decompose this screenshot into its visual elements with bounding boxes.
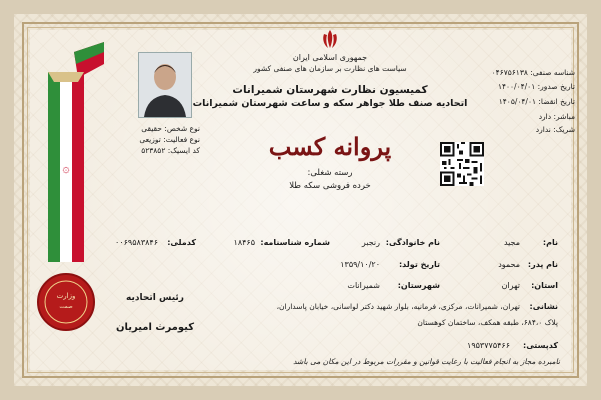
isic-code: کد ایسیک: ۵۲۳۸۵۲ [141, 146, 200, 155]
page-title: پروانه کسب [268, 132, 392, 161]
province-value: تهران [501, 281, 520, 290]
person-type: نوع شخص: حقیقی [141, 124, 200, 133]
svg-text:صمت: صمت [59, 304, 73, 310]
guild-id: شناسه صنفی: ۰۴۶۷۵۶۱۳۸ [491, 68, 575, 77]
address-label: نشانی: [529, 302, 558, 311]
issue-date: تاریخ صدور: ۱۴۰۰/۰۴/۰۱ [497, 82, 575, 91]
name-label: نام: [542, 238, 558, 247]
svg-text:وزارت: وزارت [56, 292, 76, 300]
birth-date-value: ۱۳۵۹/۱۰/۲۰ [340, 260, 380, 269]
birth-date-label: تاریخ تولد: [398, 260, 440, 269]
signature-role: رئیس اتحادیه [126, 293, 184, 303]
flag-ribbon-icon [34, 42, 104, 362]
iran-emblem-icon [318, 28, 342, 52]
national-id-label: کدملی: [167, 238, 196, 247]
name-value: مجید [503, 238, 520, 247]
qr-code-icon [440, 142, 484, 186]
person-photo-icon [139, 53, 191, 117]
national-id-value: ۰۰۶۹۵۸۳۸۴۶ [115, 238, 158, 247]
photo [138, 52, 192, 118]
surname-label: نام خانوادگی: [385, 238, 440, 247]
city-label: شهرستان: [397, 281, 440, 290]
birth-cert-label: شماره شناسنامه: [260, 238, 330, 247]
address-line-1: تهران، شمیرانات، مرکزی، فرمانیه، بلوار شهید دکتر لواسانی، خیابان پاسداران، [276, 302, 520, 311]
commission-title: کمیسیون نظارت شهرستان شمیرانات [232, 84, 428, 96]
province-label: استان: [531, 281, 558, 290]
postal-code-label: کدپستی: [523, 341, 558, 350]
policy-line: سیاست های نظارت بر سازمان های صنفی کشور [253, 64, 407, 73]
address-line-2: پلاک ۶۸۴،۰، طبقه همکف، ساختمان کوهستان [417, 318, 558, 327]
city-value: شمیرانات [347, 281, 380, 290]
partner-status: شریک: ندارد [535, 125, 575, 134]
expiry-date: تاریخ انقضا: ۱۴۰۵/۰۴/۰۱ [498, 97, 575, 106]
father-label: نام پدر: [527, 260, 558, 269]
supervisor-status: مباشر: دارد [538, 112, 575, 121]
field-label: رسته شغلی: [307, 168, 353, 178]
father-value: محمود [498, 260, 520, 269]
republic-title: جمهوری اسلامی ایران [292, 53, 368, 62]
field-value: خرده فروشی سکه طلا [289, 181, 371, 191]
postal-code-value: ۱۹۵۳۷۷۵۴۶۶ [467, 341, 510, 350]
surname-value: رنجبر [361, 238, 380, 247]
signature-name: کیومرث امیریان [115, 322, 195, 333]
birth-cert-value: ۱۸۴۶۵ [233, 238, 255, 247]
footer-note: نامبرده مجاز به انجام فعالیت با رعایت قوانین و مقررات مربوط در این مکان می باشد [293, 357, 560, 366]
activity-type: نوع فعالیت: توزیعی [139, 135, 200, 144]
svg-text:۞: ۞ [62, 161, 70, 175]
union-title: اتحادیه صنف طلا جواهر سکه و ساعت شهرستان شمیرانات [192, 98, 468, 109]
